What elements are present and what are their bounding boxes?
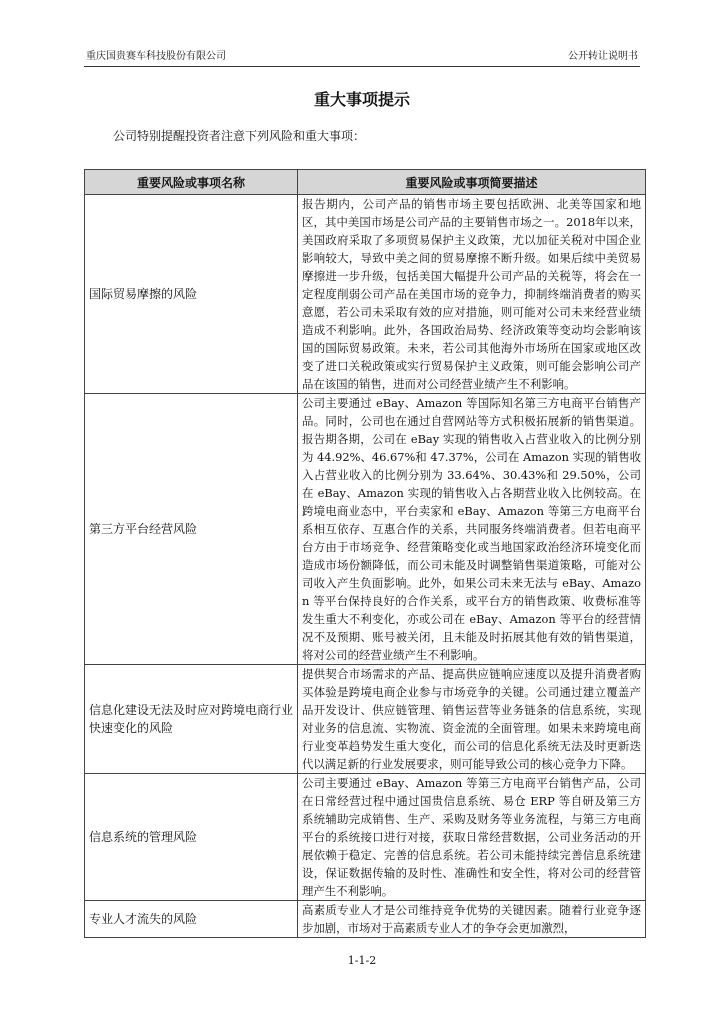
table-row: [85, 394, 646, 665]
risk-description-cell: 公司主要通过 eBay、Amazon 等第三方电商平台销售产品，公司在日常经营过程中通过国贵信息系统、易仓 ERP 等自研及第三方系统辅助完成销售、生产、采购及财务等业务流程，与第三方电商平台的系统接口进行对接，获取日常经营数据，公司业务活动的开展依赖于稳定、完善的信息系统。若公司未能持续完善信息系统建设，保证数据传输的及时性、准确性和安全性，将对公司的经营管理产生不利影响。: [298, 774, 646, 901]
page-title: 重大事项提示: [313, 90, 410, 109]
risk-table: [84, 169, 646, 938]
risk-description-cell: 公司主要通过 eBay、Amazon 等国际知名第三方电商平台销售产品。同时，公司也在通过自营网站等方式积极拓展新的销售渠道。报告期各期，公司在 eBay 实现的销售收入占营业收入的比例分别为 44.92%、46.67%和 47.37%，公司在 Amazon 实现的销售收入占营业收入的比例分别为 33.64%、30.43%和 29.50%，公司在 eBay、Amazon 实现的销售收入占各期营业收入比例较高。在跨境电商业态中，平台卖家和 eBay、Amazon 等第三方电商平台系相互依存、互惠合作的关系，共同服务终端消费者。但若电商平台方由于市场竞争、经营策略变化或当地国家政治经济环境变化而造成市场份额降低，而公司未能及时调整销售渠道策略，可能对公司收入产生负面影响。此外，如果公司未来无法与 eBay、Amazon 等平台保持良好的合作关系，或平台方的销售政策、收费标准等发生重大不利变化，亦或公司在 eBay、Amazon 等平台的经营情况不及预期、账号被关闭，且未能及时拓展其他有效的销售渠道，将对公司的经营业绩产生不利影响。: [298, 394, 646, 665]
table-header-row: [85, 170, 646, 195]
risk-name-cell: 信息系统的管理风险: [85, 774, 298, 901]
table-row: [85, 774, 646, 901]
risk-name-cell: 国际贸易摩擦的风险: [85, 195, 298, 394]
header-document-type: 公开转让说明书: [568, 51, 638, 62]
table-row: [85, 665, 646, 774]
table-row: [85, 901, 646, 938]
column-header-risk-name: 重要风险或事项名称: [85, 170, 298, 195]
risk-name-cell: 信息化建设无法及时应对跨境电商行业快速变化的风险: [85, 665, 298, 774]
column-header-risk-description: 重要风险或事项简要描述: [298, 170, 646, 195]
risk-description-cell: 提供契合市场需求的产品、提高供应链响应速度以及提升消费者购买体验是跨境电商企业参与市场竞争的关键。公司通过建立覆盖产品开发设计、供应链管理、销售运营等业务链条的信息系统，实现对业务的信息流、实物流、资金流的全面管理。如果未来跨境电商行业变革趋势发生重大变化，而公司的信息化系统无法及时更新迭代以满足新的行业发展要求，则可能导致公司的核心竞争力下降。: [298, 665, 646, 774]
page-header: [84, 50, 640, 67]
risk-description-cell: 报告期内，公司产品的销售市场主要包括欧洲、北美等国家和地区，其中美国市场是公司产品的主要销售市场之一。2018年以来，美国政府采取了多项贸易保护主义政策，尤以加征关税对中国企业影响较大，导致中美之间的贸易摩擦不断升级。如果后续中美贸易摩擦进一步升级，包括美国大幅提升公司产品的关税等，将会在一定程度削弱公司产品在美国市场的竞争力，抑制终端消费者的购买意愿，若公司未采取有效的应对措施，则可能对公司未来经营业绩造成不利影响。此外，各国政治局势、经济政策等变动均会影响该国的国际贸易政策。未来，若公司其他海外市场所在国家或地区改变了进口关税政策或实行贸易保护主义政策，则可能会影响公司产品在该国的销售，进而对公司经营业绩产生不利影响。: [298, 195, 646, 394]
page-number: 1-1-2: [347, 954, 377, 967]
risk-name-cell: 专业人才流失的风险: [85, 901, 298, 938]
intro-paragraph: 公司特别提醒投资者注意下列风险和重大事项：: [113, 129, 366, 143]
table-row: [85, 195, 646, 394]
risk-name-cell: 第三方平台经营风险: [85, 394, 298, 665]
risk-description-cell: 高素质专业人才是公司维持竞争优势的关键因素。随着行业竞争逐步加剧，市场对于高素质专业人才的争夺会更加激烈，: [298, 901, 646, 938]
header-company-name: 重庆国贵赛车科技股份有限公司: [86, 51, 226, 62]
